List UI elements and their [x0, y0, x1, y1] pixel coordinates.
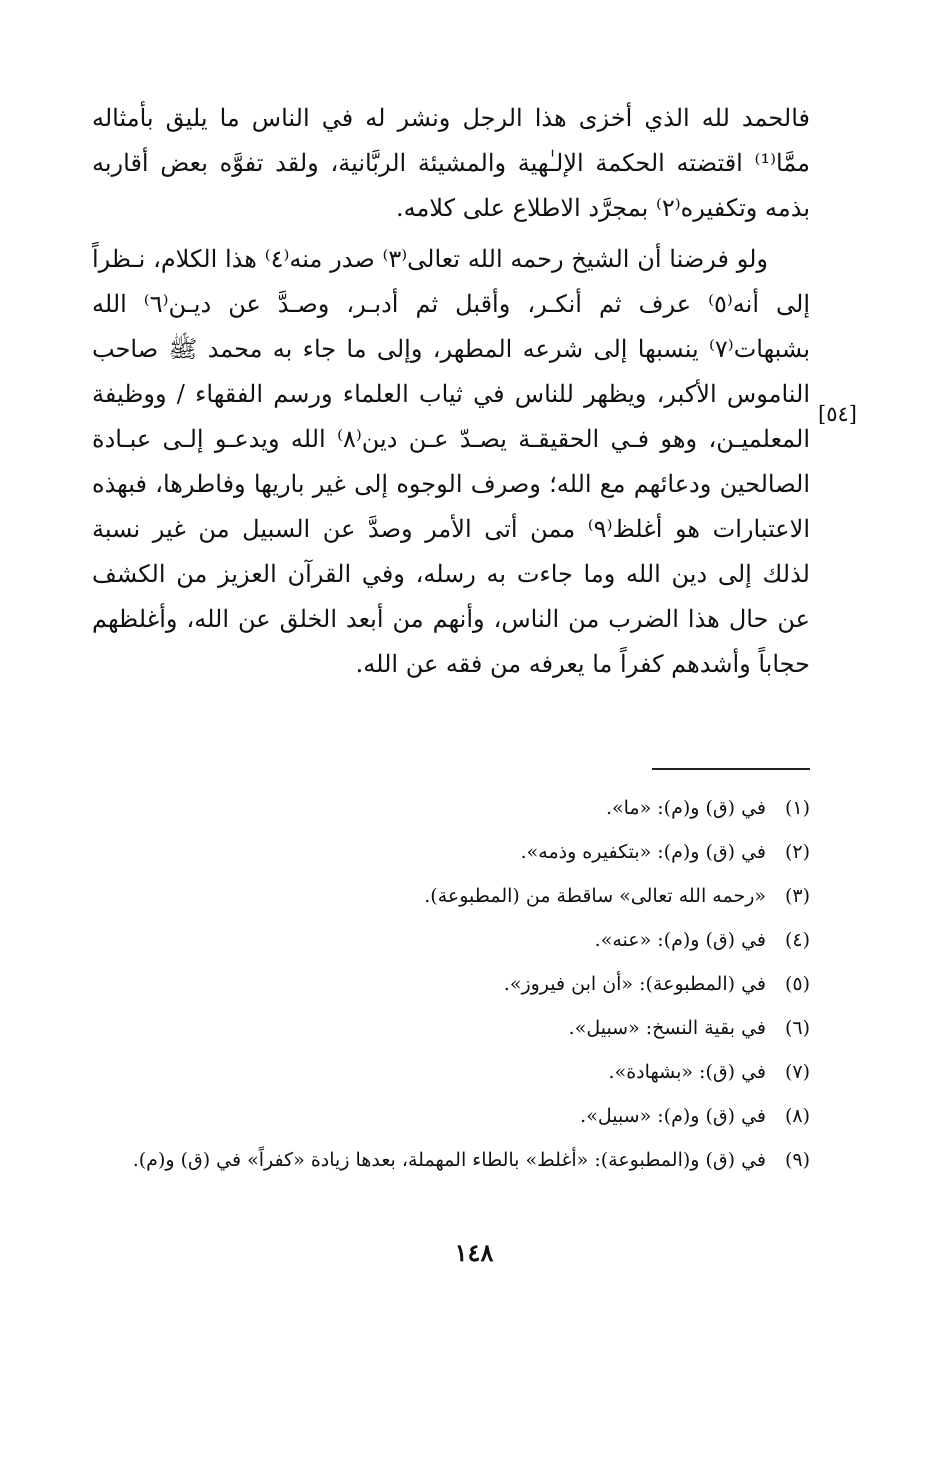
- footnote-text: في (المطبوعة): «أن ابن فيروز».: [503, 973, 766, 995]
- footnote-number: (٨): [784, 1105, 810, 1127]
- main-text: [92, 96, 810, 687]
- paragraph-1: فالحمد لله الذي أخزى هذا الرجل ونشر له في الناس ما يليق بأمثاله ممَّا⁽¹⁾ اقتضته الحكمة الإلـٰهية والمشيئة الربَّانية، ولقد تفوَّه بعض أقاربه بذمه وتكفيره⁽٢⁾ بمجرَّد الاطلاع على كلامه.: [92, 104, 810, 222]
- footnote-1: [80, 786, 810, 830]
- footnote-3: [80, 874, 810, 918]
- manuscript-page-marker: [٥٤]: [818, 402, 857, 426]
- footnote-number: (٤): [784, 929, 810, 951]
- footnote-text: «رحمه الله تعالى» ساقطة من (المطبوعة).: [424, 885, 766, 907]
- footnote-number: (٧): [784, 1061, 810, 1083]
- footnote-text: في (ق) و(م): «سبيل».: [580, 1105, 766, 1127]
- footnote-text: في (ق) و(م): «بتكفيره وذمه».: [520, 841, 766, 863]
- footnote-number: (٢): [784, 841, 810, 863]
- footnote-6: [80, 1006, 810, 1050]
- footnote-text: في بقية النسخ: «سبيل».: [568, 1017, 766, 1039]
- paragraph-2: ولو فرضنا أن الشيخ رحمه الله تعالى⁽٣⁾ صدر منه⁽٤⁾ هذا الكلام، نـظراً إلى أنه⁽٥⁾ عرف ثم أنكـر، وأقبل ثم أدبـر، وصـدَّ عن ديـن⁽٦⁾ الله بشبهات⁽٧⁾ ينسبها إلى شرعه المطهر، وإلى ما جاء به محمد ﷺ صاحب الناموس الأكبر، ويظهر للناس في ثياب العلماء ورسم الفقهاء / ووظيفة المعلميـن، وهو فـي الحقيقـة يصـدّ عـن دين⁽٨⁾ الله ويدعـو إلـى عبـادة الصالحين ودعائهم مع الله؛ وصرف الوجوه إلى غير باريها وفاطرها، فبهذه الاعتبارات هو أغلظ⁽٩⁾ ممن أتى الأمر وصدَّ عن السبيل من غير نسبة لذلك إلى دين الله وما جاءت به رسله، وفي القرآن العزيز من الكشف عن حال هذا الضرب من الناس، وأنهم من أبعد الخلق عن الله، وأغلظهم حجاباً وأشدهم كفراً ما يعرفه من فقه عن الله.: [92, 245, 811, 678]
- page-number: ١٤٨: [454, 1238, 494, 1267]
- footnotes-list: [80, 786, 810, 1182]
- footnote-9: [80, 1138, 810, 1182]
- footnote-text: في (ق) و(م): «ما».: [605, 797, 766, 819]
- footnote-number: (٣): [784, 885, 810, 907]
- footnote-8: [80, 1094, 810, 1138]
- footnote-7: [80, 1050, 810, 1094]
- footnote-text: في (ق): «بشهادة».: [608, 1061, 766, 1083]
- footnote-number: (٦): [784, 1017, 810, 1039]
- footnote-4: [80, 918, 810, 962]
- footnote-2: [80, 830, 810, 874]
- footnote-number: (٥): [784, 973, 810, 995]
- footnote-number: (٩): [784, 1149, 810, 1171]
- footnote-text: في (ق) و(المطبوعة): «أغلط» بالطاء المهملة، بعدها زيادة «كفراً» في (ق) و(م).: [132, 1149, 766, 1171]
- footnote-separator: [652, 768, 810, 770]
- footnote-5: [80, 962, 810, 1006]
- footnote-number: (١): [784, 797, 810, 819]
- footnote-text: في (ق) و(م): «عنه».: [594, 929, 766, 951]
